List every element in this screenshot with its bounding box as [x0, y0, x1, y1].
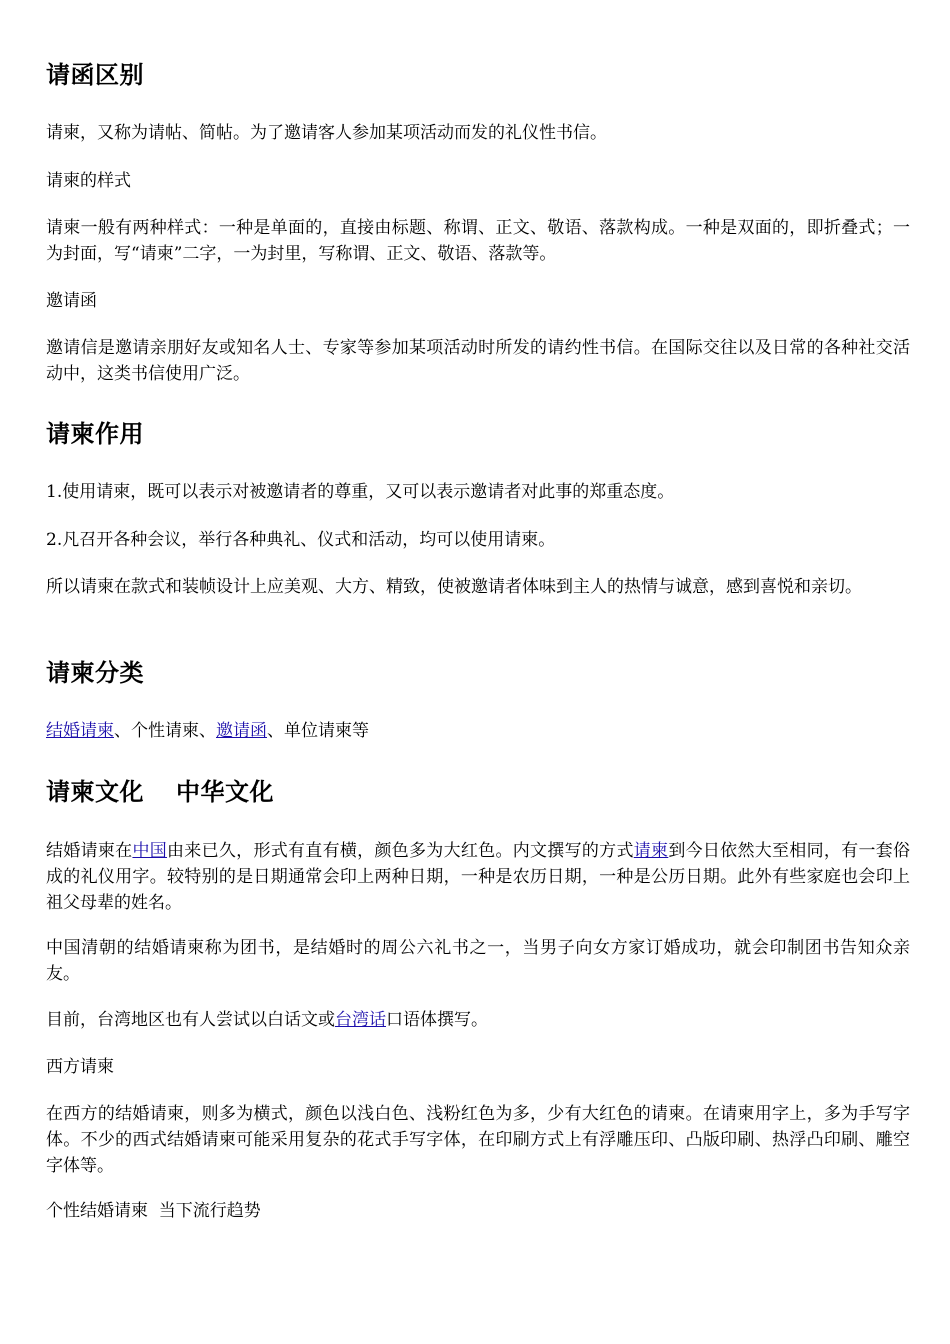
- paragraph-invitation-letter-description: 邀请信是邀请亲朋好友或知名人士、专家等参加某项活动时所发的请约性书信。在国际交往以及日常的各种社交活动中，这类书信使用广泛。: [46, 338, 910, 384]
- heading-invitation-categories: 请柬分类: [46, 659, 144, 687]
- paragraph-personal-invitation-trend: 个性结婚请柬 当下流行趋势: [46, 1201, 261, 1221]
- link-invitation[interactable]: 请柬: [633, 841, 669, 861]
- paragraph-western-title: 西方请柬: [46, 1057, 114, 1077]
- heading-invitation-difference: 请函区别: [46, 61, 144, 89]
- paragraph-style-title: 请柬的样式: [46, 171, 131, 191]
- paragraph-western-description: 在西方的结婚请柬，则多为横式，颜色以浅白色、浅粉红色为多，少有大红色的请柬。在请柬用字上，多为手写字体。不少的西式结婚请柬可能采用复杂的花式手写字体，在印刷方式上有浮雕压印、凸版印刷、热浮凸印刷、雕空字体等。: [46, 1104, 910, 1176]
- paragraph-culture-2: 中国清朝的结婚请柬称为团书，是结婚时的周公六礼书之一，当男子向女方家订婚成功，就会印制团书告知众亲友。: [46, 938, 910, 984]
- link-taiwanese[interactable]: 台湾话: [335, 1010, 386, 1030]
- paragraph-invitation-letter-title: 邀请函: [46, 291, 97, 311]
- paragraph-definition: 请柬，又称为请帖、简帖。为了邀请客人参加某项活动而发的礼仪性书信。: [46, 123, 607, 143]
- paragraph-purpose-1: 1.使用请柬，既可以表示对被邀请者的尊重，又可以表示邀请者对此事的郑重态度。: [46, 482, 675, 502]
- heading-invitation-purpose: 请柬作用: [46, 420, 144, 448]
- paragraph-culture-1: 结婚请柬在中国由来已久，形式有直有横，颜色多为大红色。内文撰写的方式请柬到今日依然大至相同，有一套俗成的礼仪用字。较特别的是日期通常会印上两种日期，一种是农历日期，一种是公历日期。此外有些家庭也会印上祖父母辈的姓名。: [46, 841, 911, 913]
- paragraph-culture-3: 目前，台湾地区也有人尝试以白话文或台湾话口语体撰写。: [46, 1010, 488, 1030]
- link-wedding-invitation[interactable]: 结婚请柬: [46, 721, 114, 741]
- paragraph-style-description: 请柬一般有两种样式：一种是单面的，直接由标题、称谓、正文、敬语、落款构成。一种是双面的，即折叠式；一为封面，写“请柬”二字，一为封里，写称谓、正文、敬语、落款等。: [46, 218, 910, 264]
- link-invitation-letter[interactable]: 邀请函: [216, 721, 267, 741]
- heading-invitation-culture: 请柬文化 中华文化: [46, 778, 274, 806]
- link-china[interactable]: 中国: [132, 841, 168, 861]
- paragraph-purpose-3: 所以请柬在款式和装帧设计上应美观、大方、精致，使被邀请者体味到主人的热情与诚意，感到喜悦和亲切。: [46, 577, 862, 597]
- paragraph-categories: 结婚请柬、个性请柬、邀请函、单位请柬等: [46, 721, 369, 741]
- paragraph-purpose-2: 2.凡召开各种会议，举行各种典礼、仪式和活动，均可以使用请柬。: [46, 530, 556, 550]
